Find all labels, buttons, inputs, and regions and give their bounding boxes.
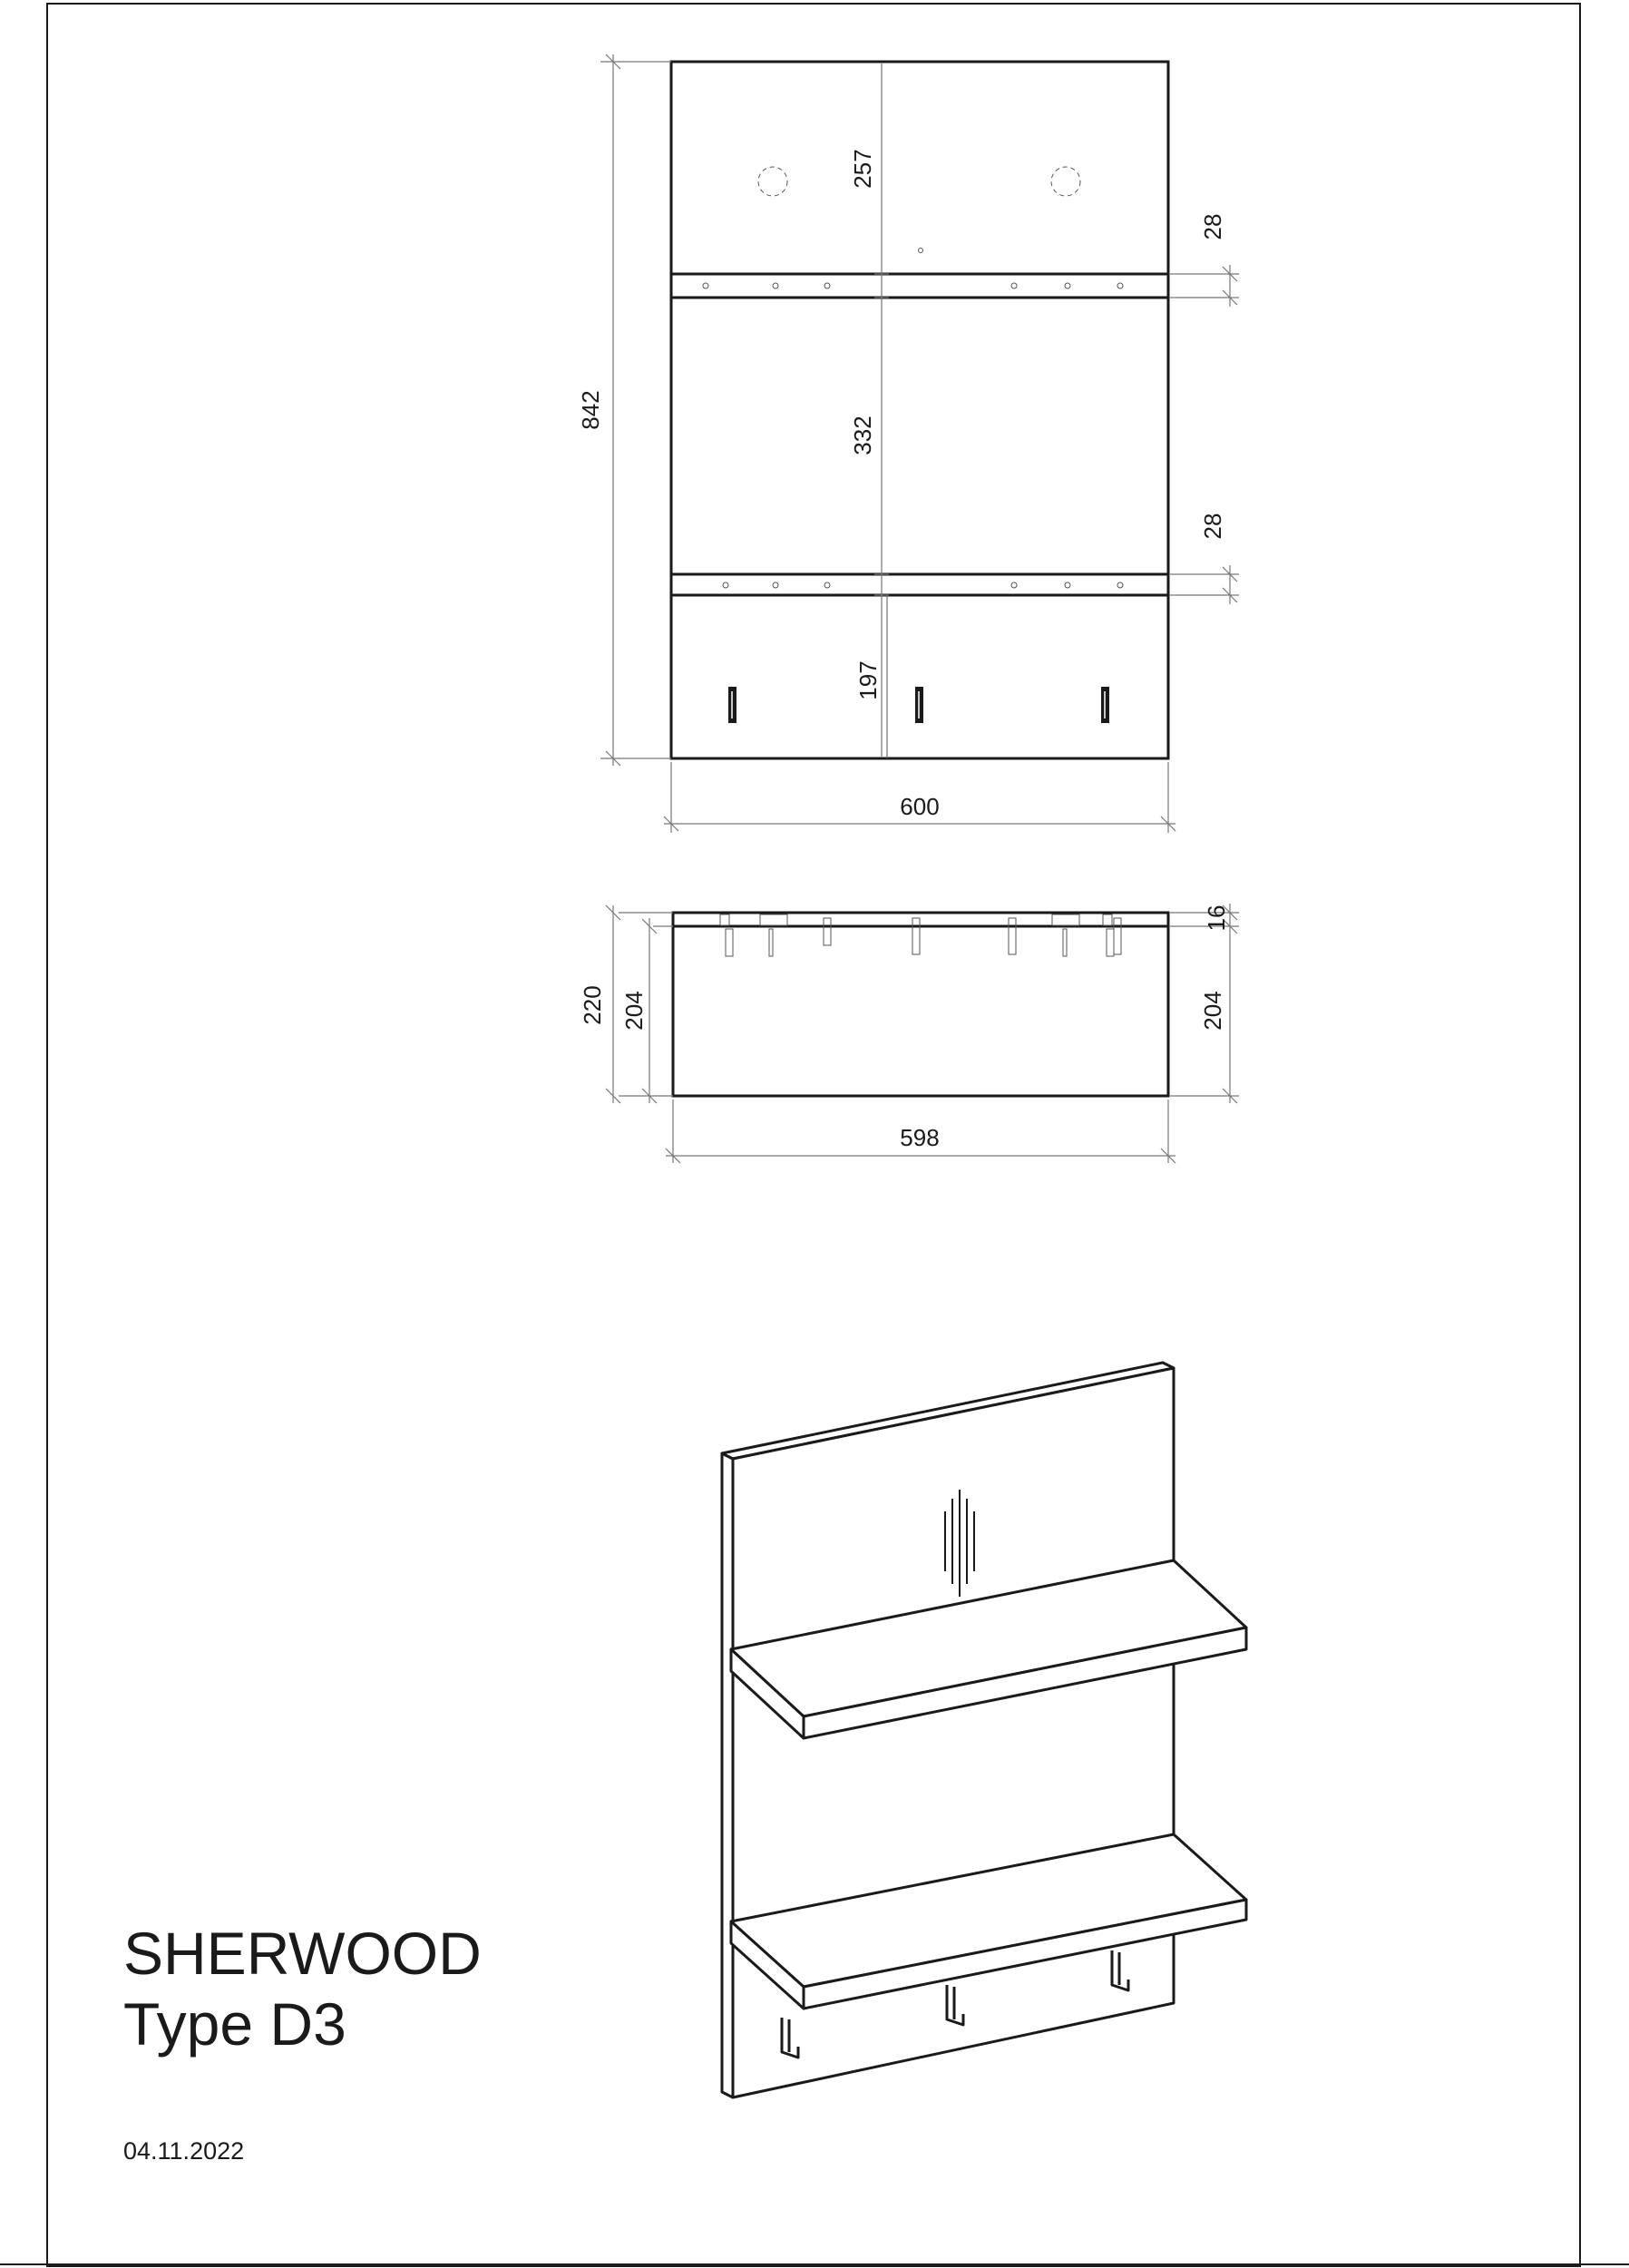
iso-back-panel-side	[722, 1453, 733, 2097]
mounting-hole-left	[758, 167, 787, 196]
dim-shelf-depth-right: 204	[1199, 991, 1226, 1031]
dim-width: 600	[900, 793, 940, 820]
dim-top-section: 257	[849, 149, 876, 189]
isometric-view	[722, 1363, 1246, 2097]
top-view	[579, 904, 1239, 1163]
small-hole-center	[919, 249, 923, 253]
dim-bottom-section: 197	[854, 660, 882, 700]
product-type: Type D3	[123, 1990, 346, 2058]
connector-fittings	[720, 914, 1121, 956]
product-title: SHERWOOD	[123, 1920, 482, 1987]
lower-shelf-front	[671, 574, 1168, 595]
dim-shelf-width: 598	[900, 1124, 940, 1151]
back-panel-top	[673, 913, 1168, 926]
shelf-top	[673, 926, 1168, 1096]
dim-total-height: 842	[577, 390, 604, 430]
drawing-date: 04.11.2022	[123, 2137, 245, 2165]
mounting-hole-right	[1051, 167, 1080, 196]
lower-shelf-screws	[723, 582, 1123, 588]
hook-front-icons	[728, 687, 1109, 723]
dim-shelf-depth-left: 204	[620, 991, 648, 1031]
upper-shelf-front	[671, 274, 1168, 298]
front-view	[577, 54, 1239, 833]
front-panel-outline	[671, 62, 1168, 758]
upper-shelf-screws	[703, 283, 1123, 288]
dim-middle-section: 332	[849, 415, 876, 455]
dim-upper-shelf-thickness: 28	[1199, 213, 1226, 240]
dim-lower-shelf-thickness: 28	[1199, 513, 1226, 540]
dim-panel-thickness: 16	[1203, 904, 1230, 932]
dim-total-depth: 220	[579, 985, 606, 1025]
